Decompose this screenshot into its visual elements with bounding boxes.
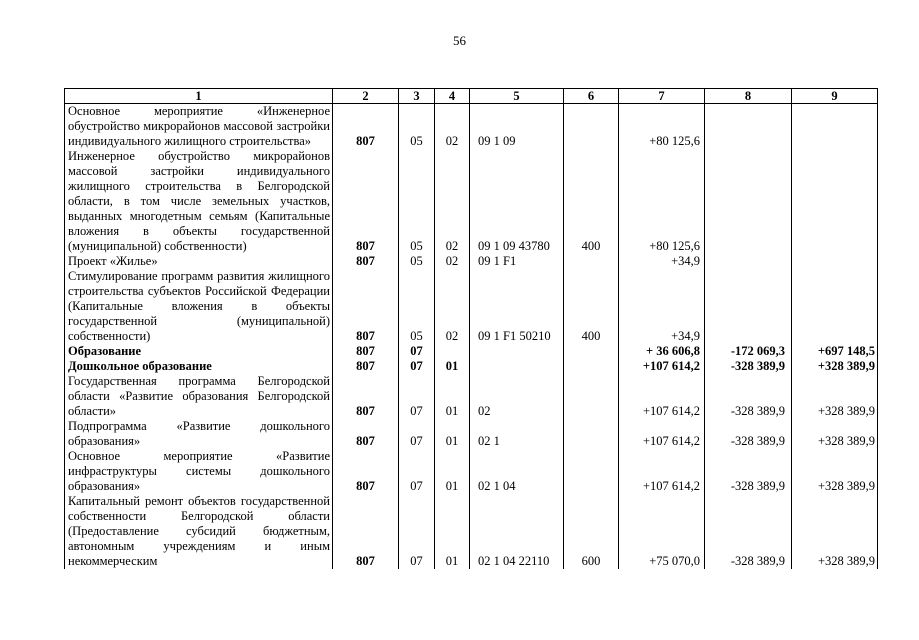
cell-amount-col8: -172 069,3 [705, 344, 792, 359]
cell-amount-col8 [705, 269, 792, 344]
cell-ministry-code: 807 [333, 419, 399, 449]
cell-target-article: 09 1 09 43780 [470, 149, 564, 254]
table-row [65, 374, 878, 419]
cell-amount-col9 [792, 269, 878, 344]
table-row [65, 149, 878, 254]
cell-section: 07 [399, 449, 435, 494]
cell-section: 05 [399, 149, 435, 254]
cell-amount-col7: +107 614,2 [619, 419, 705, 449]
cell-section: 05 [399, 104, 435, 150]
cell-amount-col7: +107 614,2 [619, 374, 705, 419]
cell-section: 07 [399, 494, 435, 569]
cell-subsection: 02 [435, 254, 470, 269]
cell-subsection: 01 [435, 419, 470, 449]
cell-amount-col8: -328 389,9 [705, 449, 792, 494]
cell-amount-col9 [792, 149, 878, 254]
cell-amount-col8: -328 389,9 [705, 494, 792, 569]
cell-amount-col9: +328 389,9 [792, 359, 878, 374]
header-col-6: 6 [564, 89, 619, 104]
cell-target-article: 09 1 09 [470, 104, 564, 150]
cell-amount-col7: +34,9 [619, 269, 705, 344]
cell-subsection: 02 [435, 269, 470, 344]
cell-amount-col7: +107 614,2 [619, 359, 705, 374]
cell-ministry-code: 807 [333, 344, 399, 359]
cell-ministry-code: 807 [333, 104, 399, 150]
header-col-9: 9 [792, 89, 878, 104]
cell-amount-col9: +328 389,9 [792, 419, 878, 449]
cell-amount-col8 [705, 104, 792, 150]
row-name: Инженерное обустройство микрорайонов массовой застройки индивидуального жилищного строительства в Белгородской области, в том числе земельных участков, выданных многодетным семьям (Капитальные вложения в объекты государственной (муниципальной) собственности) [65, 149, 333, 254]
cell-ministry-code: 807 [333, 374, 399, 419]
cell-target-article: 09 1 F1 50210 [470, 269, 564, 344]
cell-section: 05 [399, 269, 435, 344]
cell-ministry-code: 807 [333, 449, 399, 494]
cell-amount-col9: +328 389,9 [792, 374, 878, 419]
cell-amount-col8: -328 389,9 [705, 419, 792, 449]
cell-target-article [470, 359, 564, 374]
cell-amount-col9: +697 148,5 [792, 344, 878, 359]
cell-section: 05 [399, 254, 435, 269]
cell-ministry-code: 807 [333, 149, 399, 254]
cell-amount-col7: +34,9 [619, 254, 705, 269]
header-col-7: 7 [619, 89, 705, 104]
page-number: 56 [453, 33, 466, 48]
cell-amount-col9: +328 389,9 [792, 494, 878, 569]
cell-ministry-code: 807 [333, 359, 399, 374]
cell-ministry-code: 807 [333, 494, 399, 569]
cell-expense-type [564, 104, 619, 150]
cell-amount-col9 [792, 104, 878, 150]
cell-subsection: 01 [435, 374, 470, 419]
budget-table [64, 88, 878, 569]
cell-subsection [435, 344, 470, 359]
header-col-4: 4 [435, 89, 470, 104]
table-row [65, 104, 878, 150]
cell-expense-type: 400 [564, 269, 619, 344]
table-row [65, 269, 878, 344]
table-row [65, 494, 878, 569]
cell-ministry-code: 807 [333, 269, 399, 344]
row-name: Капитальный ремонт объектов государственной собственности Белгородской области (Предоставление субсидий бюджетным, автономным учреждениям и иным некоммерческим [65, 494, 333, 569]
cell-expense-type [564, 344, 619, 359]
header-col-3: 3 [399, 89, 435, 104]
cell-expense-type [564, 419, 619, 449]
row-name: Подпрограмма «Развитие дошкольного образования» [65, 419, 333, 449]
row-name: Проект «Жилье» [65, 254, 333, 269]
header-col-2: 2 [333, 89, 399, 104]
cell-expense-type: 400 [564, 149, 619, 254]
cell-amount-col7: +107 614,2 [619, 449, 705, 494]
cell-expense-type [564, 374, 619, 419]
cell-subsection: 01 [435, 359, 470, 374]
cell-target-article: 02 [470, 374, 564, 419]
cell-amount-col7: +75 070,0 [619, 494, 705, 569]
cell-target-article: 09 1 F1 [470, 254, 564, 269]
cell-amount-col7: +80 125,6 [619, 149, 705, 254]
header-col-8: 8 [705, 89, 792, 104]
cell-section: 07 [399, 374, 435, 419]
cell-amount-col9: +328 389,9 [792, 449, 878, 494]
table-row [65, 344, 878, 359]
cell-amount-col8: -328 389,9 [705, 359, 792, 374]
cell-target-article: 02 1 04 [470, 449, 564, 494]
table-row [65, 254, 878, 269]
cell-amount-col7: +80 125,6 [619, 104, 705, 150]
cell-amount-col7: + 36 606,8 [619, 344, 705, 359]
cell-expense-type [564, 359, 619, 374]
table-row [65, 449, 878, 494]
cell-expense-type [564, 449, 619, 494]
table-row [65, 359, 878, 374]
cell-amount-col8: -328 389,9 [705, 374, 792, 419]
cell-section: 07 [399, 419, 435, 449]
cell-section: 07 [399, 344, 435, 359]
header-col-1: 1 [65, 89, 333, 104]
cell-subsection: 02 [435, 104, 470, 150]
cell-amount-col8 [705, 149, 792, 254]
row-name: Основное мероприятие «Инженерное обустройство микрорайонов массовой застройки индивидуального жилищного строительства» [65, 104, 333, 150]
row-name: Основное мероприятие «Развитие инфраструктуры системы дошкольного образования» [65, 449, 333, 494]
cell-subsection: 01 [435, 449, 470, 494]
row-name: Государственная программа Белгородской области «Развитие образования Белгородской области» [65, 374, 333, 419]
cell-subsection: 02 [435, 149, 470, 254]
cell-target-article: 02 1 04 22110 [470, 494, 564, 569]
cell-subsection: 01 [435, 494, 470, 569]
cell-target-article [470, 344, 564, 359]
cell-expense-type: 600 [564, 494, 619, 569]
row-name: Образование [65, 344, 333, 359]
table-header-row [65, 89, 878, 104]
cell-section: 07 [399, 359, 435, 374]
cell-ministry-code: 807 [333, 254, 399, 269]
cell-amount-col8 [705, 254, 792, 269]
cell-amount-col9 [792, 254, 878, 269]
row-name: Дошкольное образование [65, 359, 333, 374]
row-name: Стимулирование программ развития жилищного строительства субъектов Российской Федерации (Капитальные вложения в объекты государственной (муниципальной) собственности) [65, 269, 333, 344]
header-col-5: 5 [470, 89, 564, 104]
cell-expense-type [564, 254, 619, 269]
table-row [65, 419, 878, 449]
cell-target-article: 02 1 [470, 419, 564, 449]
